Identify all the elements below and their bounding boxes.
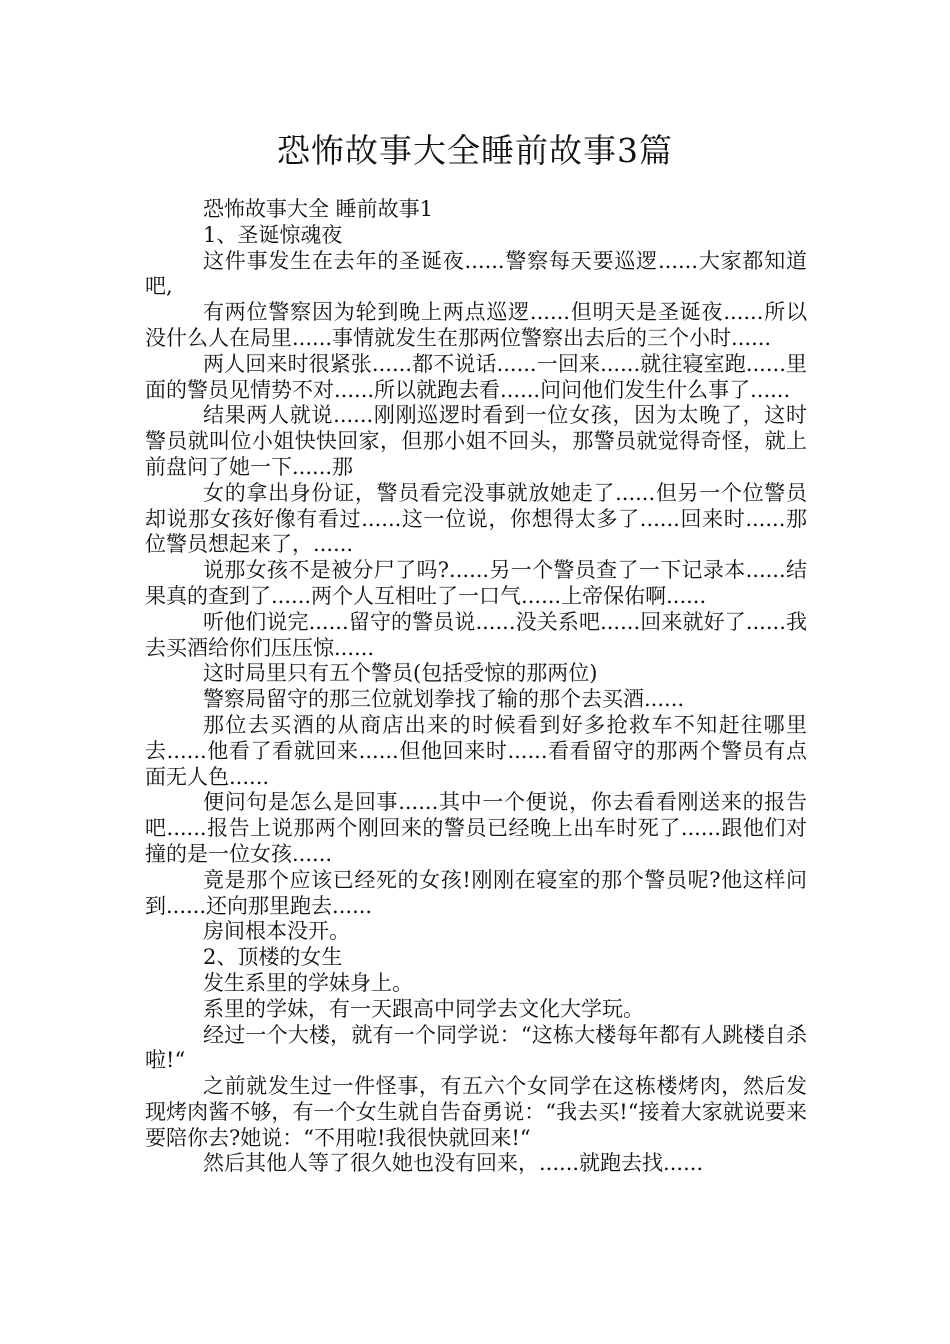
paragraph: 便问句是怎么是回事......其中一个便说，你去看看刚送来的报告吧......报告上说那两个刚回来的警员已经晚上出车时死了......跟他们对撞的是一位女孩......: [145, 790, 807, 866]
paragraph: 这件事发生在去年的圣诞夜......警察每天要巡逻......大家都知道吧,: [145, 248, 807, 299]
paragraph: 房间根本没开。: [203, 919, 350, 944]
paragraph: 听他们说完......留守的警员说......没关系吧......回来就好了......我去买酒给你们压压惊......: [145, 609, 807, 660]
paragraph: 女的拿出身份证，警员看完没事就放她走了......但另一个位警员却说那女孩好像有看过......这一位说，你想得太多了......回来时......那位警员想起来了，......: [145, 480, 807, 557]
paragraph-section-1-heading: 1、圣诞惊魂夜: [203, 222, 343, 247]
paragraph: 发生系里的学妹身上。: [203, 970, 413, 995]
paragraph: 有两位警察因为轮到晚上两点巡逻......但明天是圣诞夜......所以没什么人在局里......事情就发生在那两位警察出去后的三个小时......: [145, 300, 807, 350]
paragraph: 然后其他人等了很久她也没有回来，......就跑去找......: [203, 1151, 704, 1176]
paragraph: 警察局留守的那三位就划拳找了输的那个去买酒......: [203, 687, 685, 712]
paragraph-section-2-heading: 2、顶楼的女生: [203, 945, 343, 970]
paragraph: 两人回来时很紧张......都不说话......一回来......就往寝室跑......里面的警员见情势不对......所以就跑去看......问问他们发生什么事了......: [145, 351, 807, 402]
paragraph: 竟是那个应该已经死的女孩!刚刚在寝室的那个警员呢?他这样问到......还向那里跑去......: [145, 867, 807, 918]
paragraph: 那位去买酒的从商店出来的时候看到好多抢救车不知赶往哪里去......他看了看就回来......但他回来时......看看留守的那两个警员有点面无人色......: [145, 712, 807, 789]
paragraph: 这时局里只有五个警员(包括受惊的那两位): [203, 661, 598, 686]
paragraph: 说那女孩不是被分尸了吗?......另一个警员查了一下记录本......结果真的查到了......两个人互相吐了一口气......上帝保佑啊......: [145, 558, 807, 608]
paragraph: 结果两人就说......刚刚巡逻时看到一位女孩，因为太晚了，这时警员就叫位小姐快快回家，但那小姐不回头，那警员就觉得奇怪，就上前盘问了她一下......那: [145, 403, 807, 479]
paragraph: 系里的学妹，有一天跟高中同学去文化大学玩。: [203, 996, 644, 1021]
paragraph-subtitle: 恐怖故事大全 睡前故事1: [203, 197, 434, 221]
document-body: [145, 197, 807, 1177]
paragraph: 经过一个大楼，就有一个同学说：“这栋大楼每年都有人跳楼自杀啦!“: [145, 1022, 807, 1073]
page-title: 恐怖故事大全睡前故事3篇: [277, 131, 673, 170]
paragraph: 之前就发生过一件怪事，有五六个女同学在这栋楼烤肉，然后发现烤肉酱不够，有一个女生就自告奋勇说：“我去买!“接着大家就说要来要陪你去?她说：“不用啦!我很快就回来!“: [145, 1074, 807, 1150]
